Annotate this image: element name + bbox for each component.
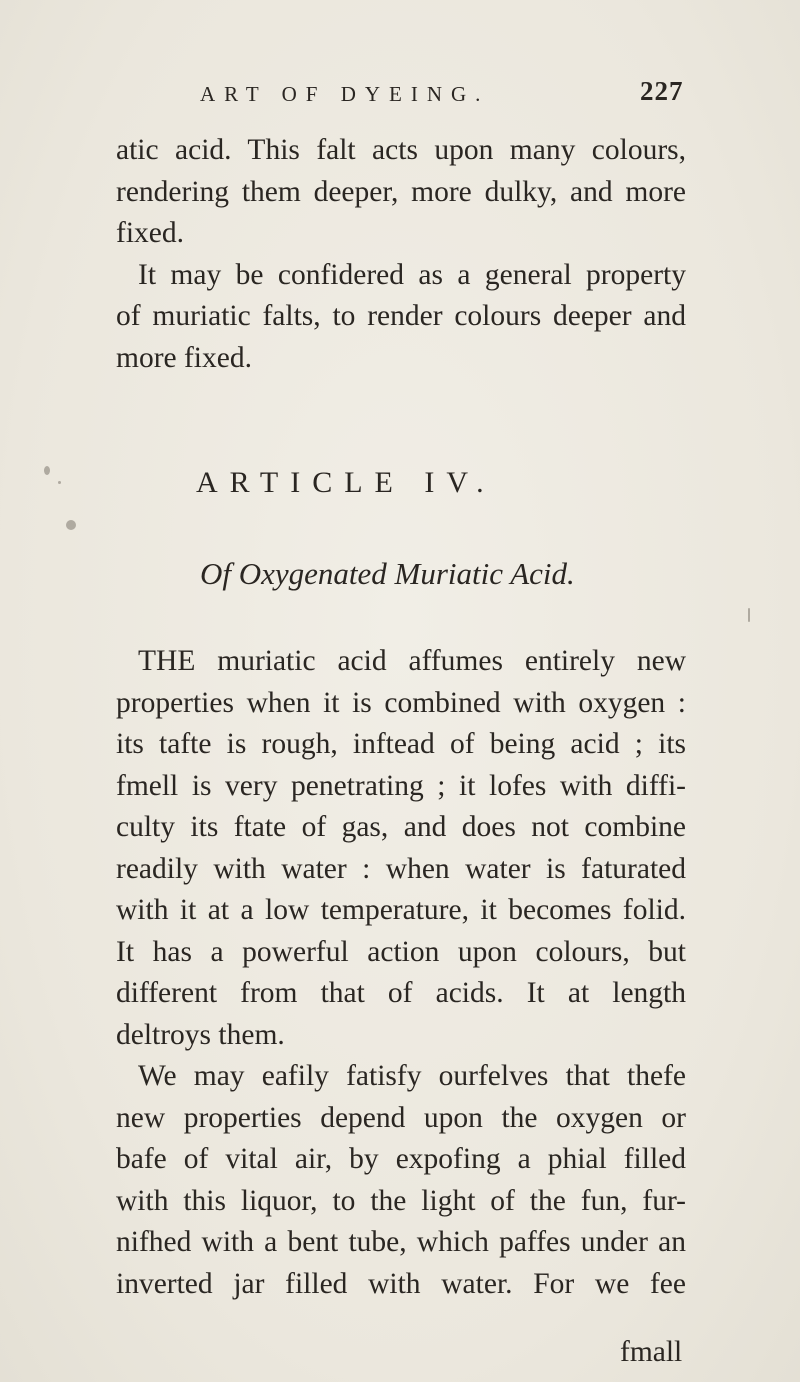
text-line: fmell is very penetrating ; it lofes with diffi- [116,769,686,802]
catchword: fmall [620,1336,683,1368]
article-heading: ARTICLE IV. [196,466,496,499]
text-line: nifhed with a bent tube, which paffes under an [116,1226,686,1258]
text-line: with it at a low temperature, it becomes folid. [116,894,686,926]
ink-speck [66,520,76,530]
text-line: with this liquor, to the light of the fun, fur- [116,1184,686,1217]
text-line: rendering them deeper, more dulky, and more [116,175,686,208]
text-line: culty its ftate of gas, and does not combine [116,811,686,843]
text-line: bafe of vital air, by expofing a phial filled [116,1143,686,1175]
text-line: fixed. [116,217,184,249]
ink-speck [44,466,50,475]
running-title: ART OF DYEING. [200,82,490,106]
text-line: inverted jar filled with water. For we fee [116,1267,686,1300]
page-number: 227 [640,76,684,106]
text-line: deltroys them. [116,1018,285,1051]
paragraph-2 [116,641,686,1305]
text-line: readily with water : when water is faturated [116,852,686,885]
text-line: different from that of acids. It at length [116,977,686,1009]
text-line: new properties depend upon the oxygen or [116,1101,686,1134]
ink-speck [58,481,61,484]
paragraph-1 [116,130,686,379]
text-line: more fixed. [116,341,252,374]
text-line: of muriatic falts, to render colours deeper and [116,300,686,332]
ink-speck [748,608,750,622]
text-line: It has a powerful action upon colours, but [116,935,686,968]
text-line: It may be confidered as a general property [138,258,686,291]
text-line: its tafte is rough, inftead of being acid ; its [116,728,686,760]
text-line: THE muriatic acid affumes entirely new [138,645,686,677]
text-line: atic acid. This falt acts upon many colours, [116,134,686,166]
article-subtitle: Of Oxygenated Muriatic Acid. [200,556,575,591]
text-line: properties when it is combined with oxygen : [116,686,686,719]
text-line: We may eafily fatisfy ourfelves that thefe [138,1060,686,1092]
